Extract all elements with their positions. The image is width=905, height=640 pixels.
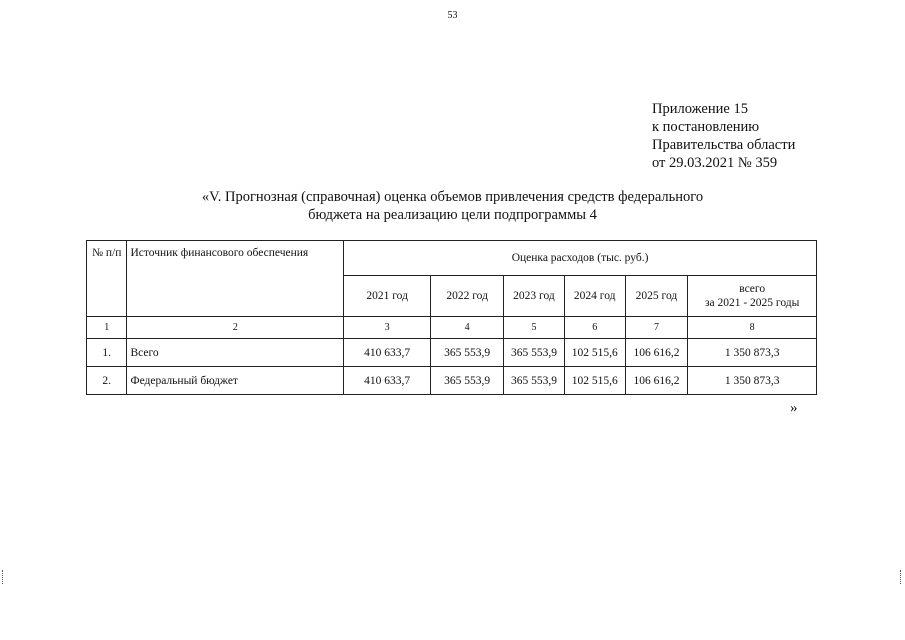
column-number: 7 (625, 317, 688, 339)
page-number: 53 (447, 10, 458, 21)
header-total (688, 276, 817, 317)
row-value: 102 515,6 (564, 367, 625, 395)
header-year: 2023 год (504, 276, 565, 317)
header-total-line: за 2021 - 2025 годы (704, 297, 800, 309)
appendix-block (652, 100, 795, 172)
row-value: 102 515,6 (564, 339, 625, 367)
appendix-line: Правительства области (652, 137, 796, 153)
table-row (87, 339, 817, 367)
column-number: 4 (431, 317, 504, 339)
appendix-line: от 29.03.2021 № 359 (652, 155, 778, 171)
row-value: 410 633,7 (344, 339, 431, 367)
row-total: 1 350 873,3 (688, 339, 817, 367)
title-line: «V. Прогнозная (справочная) оценка объемов привлечения средств федерального (201, 189, 704, 205)
scan-edge-mark (2, 570, 5, 584)
row-value: 365 553,9 (504, 367, 565, 395)
row-value: 410 633,7 (344, 367, 431, 395)
table-row (87, 367, 817, 395)
header-year: 2025 год (625, 276, 688, 317)
header-year: 2021 год (344, 276, 431, 317)
column-number: 1 (87, 317, 127, 339)
row-value: 365 553,9 (504, 339, 565, 367)
header-source: Источник финансового обеспечения (127, 241, 344, 317)
appendix-line: к постановлению (652, 119, 760, 135)
row-source: Всего (127, 339, 344, 367)
budget-table (86, 240, 817, 395)
row-number: 2. (87, 367, 127, 395)
row-number: 1. (87, 339, 127, 367)
section-title (0, 188, 905, 224)
column-number: 2 (127, 317, 344, 339)
row-value: 365 553,9 (431, 339, 504, 367)
row-value: 365 553,9 (431, 367, 504, 395)
header-year: 2022 год (431, 276, 504, 317)
column-number: 5 (504, 317, 565, 339)
header-estimate: Оценка расходов (тыс. руб.) (344, 241, 817, 276)
row-value: 106 616,2 (625, 339, 688, 367)
title-line: бюджета на реализацию цели подпрограммы 4 (308, 207, 597, 223)
closing-quote: » (790, 400, 798, 416)
column-number: 6 (564, 317, 625, 339)
row-source: Федеральный бюджет (127, 367, 344, 395)
scan-edge-mark (900, 570, 903, 584)
appendix-line: Приложение 15 (652, 101, 748, 117)
header-row-number: № п/п (87, 241, 127, 317)
header-year: 2024 год (564, 276, 625, 317)
row-total: 1 350 873,3 (688, 367, 817, 395)
column-number: 3 (344, 317, 431, 339)
header-total-line: всего (739, 283, 766, 295)
column-number: 8 (688, 317, 817, 339)
row-value: 106 616,2 (625, 367, 688, 395)
